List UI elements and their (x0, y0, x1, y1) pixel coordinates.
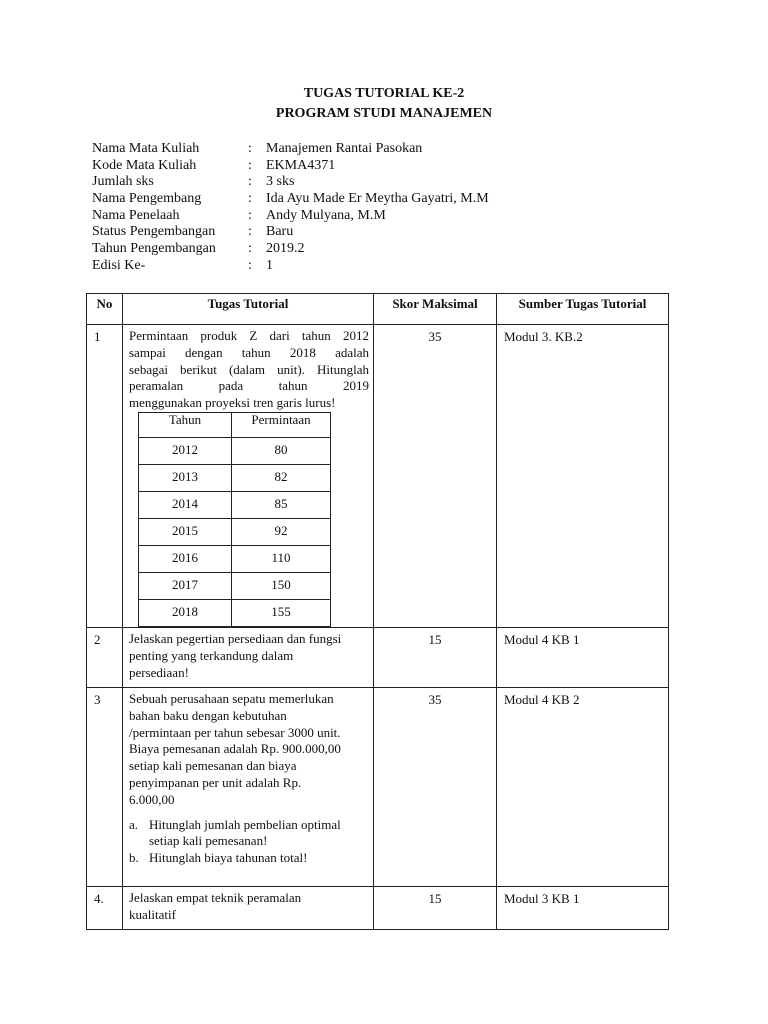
document-title: TUGAS TUTORIAL KE-2 (303, 86, 465, 101)
meta-value: Ida Ayu Made Er Meytha Gayatri, M.M (266, 191, 489, 207)
sub-question (129, 850, 369, 867)
task-line: 6.000,00 (129, 791, 175, 807)
row-number: 2 (87, 627, 123, 687)
meta-value: 2019.2 (266, 241, 305, 257)
task-line: Biaya pemesanan adalah Rp. 900.000,00 (129, 741, 341, 757)
demand-value: 155 (232, 599, 331, 626)
meta-row (92, 241, 592, 258)
meta-colon: : (248, 157, 252, 173)
sub-question-list (129, 817, 369, 867)
meta-label: Nama Pengembang (92, 191, 202, 207)
demand-header-row (139, 412, 331, 437)
demand-value: 110 (232, 545, 331, 572)
meta-value: Manajemen Rantai Pasokan (266, 141, 423, 156)
task-text (129, 631, 369, 681)
meta-colon: : (248, 257, 252, 273)
meta-row (92, 158, 592, 175)
meta-value: Andy Mulyana, M.M (266, 207, 386, 223)
demand-year: 2018 (139, 599, 232, 626)
row-number: 3 (87, 687, 123, 886)
meta-value: 1 (266, 257, 273, 273)
table-row (87, 325, 669, 628)
demand-row (139, 491, 331, 518)
meta-row (92, 174, 592, 191)
task-cell (123, 886, 374, 929)
meta-colon: : (248, 174, 252, 190)
meta-colon: : (248, 191, 252, 207)
task-source: Modul 4 KB 1 (497, 627, 669, 687)
max-score: 35 (374, 325, 497, 628)
meta-label: Edisi Ke- (92, 257, 146, 273)
column-header-score: Skor Maksimal (374, 294, 497, 325)
task-line: kualitatif (129, 906, 176, 922)
task-line: sampai dengan tahun 2018 adalah (129, 344, 369, 360)
task-source: Modul 4 KB 2 (497, 687, 669, 886)
sub-question-marker: a. (129, 816, 139, 832)
sub-question-line: setiap kali pemesanan! (149, 833, 268, 849)
task-line: peramalan pada tahun 2019 (129, 378, 369, 394)
demand-row (139, 437, 331, 464)
sub-question-line: Hitunglah jumlah pembelian optimal (149, 816, 341, 832)
meta-row (92, 258, 592, 275)
task-line: sebagai berikut (dalam unit). Hitunglah (129, 361, 369, 377)
max-score: 35 (374, 687, 497, 886)
column-header-no: No (87, 294, 123, 325)
task-line: /permintaan per tahun sebesar 3000 unit. (129, 724, 341, 740)
sub-question (129, 817, 369, 851)
task-cell (123, 687, 374, 886)
table-row (87, 687, 669, 886)
row-number: 4. (87, 886, 123, 929)
task-source: Modul 3. KB.2 (497, 325, 669, 628)
demand-row (139, 545, 331, 572)
demand-row (139, 599, 331, 626)
meta-value: EKMA4371 (266, 157, 336, 173)
demand-value: 92 (232, 518, 331, 545)
meta-label: Jumlah sks (92, 174, 154, 190)
tutorial-task-table (86, 293, 669, 930)
task-source: Modul 3 KB 1 (497, 886, 669, 929)
demand-year: 2014 (139, 491, 232, 518)
demand-year: 2016 (139, 545, 232, 572)
column-header-source: Sumber Tugas Tutorial (497, 294, 669, 325)
meta-label: Kode Mata Kuliah (92, 157, 197, 173)
meta-label: Tahun Pengembangan (92, 241, 216, 257)
demand-header-demand: Permintaan (232, 412, 331, 437)
meta-row (92, 224, 592, 241)
demand-year: 2012 (139, 437, 232, 464)
meta-colon: : (248, 241, 252, 257)
course-metadata (92, 141, 592, 275)
meta-label: Nama Mata Kuliah (92, 141, 200, 156)
demand-header-year: Tahun (139, 412, 232, 437)
task-line: Permintaan produk Z dari tahun 2012 (129, 328, 369, 343)
meta-colon: : (248, 207, 252, 223)
max-score: 15 (374, 627, 497, 687)
table-header-row (87, 294, 669, 325)
table-row (87, 627, 669, 687)
task-line: Jelaskan empat teknik peramalan (129, 889, 302, 905)
meta-label: Status Pengembangan (92, 224, 216, 240)
sub-question-marker: b. (129, 850, 139, 866)
demand-table (138, 412, 331, 627)
demand-row (139, 464, 331, 491)
demand-value: 80 (232, 437, 331, 464)
task-text (129, 328, 369, 412)
meta-label: Nama Penelaah (92, 207, 180, 223)
demand-value: 85 (232, 491, 331, 518)
task-cell (123, 627, 374, 687)
task-line: penyimpanan per unit adalah Rp. (129, 774, 302, 790)
meta-value: 3 sks (266, 174, 295, 190)
task-cell (123, 325, 374, 628)
task-text (129, 691, 369, 809)
meta-row (92, 191, 592, 208)
task-line: Jelaskan pegertian persediaan dan fungsi (129, 630, 342, 646)
meta-row (92, 141, 592, 158)
task-line: menggunakan proyeksi tren garis lurus! (129, 395, 336, 411)
task-line: persediaan! (129, 664, 189, 680)
meta-value: Baru (266, 224, 294, 240)
column-header-task: Tugas Tutorial (123, 294, 374, 325)
demand-value: 150 (232, 572, 331, 599)
task-line: penting yang terkandung dalam (129, 647, 294, 663)
row-number: 1 (87, 325, 123, 628)
task-line: bahan baku dengan kebutuhan (129, 707, 287, 723)
document-subtitle: PROGRAM STUDI MANAJEMEN (275, 106, 493, 121)
meta-colon: : (248, 141, 252, 156)
table-row (87, 886, 669, 929)
demand-year: 2015 (139, 518, 232, 545)
meta-row (92, 208, 592, 225)
task-line: Sebuah perusahaan sepatu memerlukan (129, 690, 334, 706)
demand-year: 2017 (139, 572, 232, 599)
task-line: setiap kali pemesanan dan biaya (129, 758, 297, 774)
demand-year: 2013 (139, 464, 232, 491)
sub-question-line: Hitunglah biaya tahunan total! (149, 850, 308, 866)
demand-row (139, 572, 331, 599)
demand-value: 82 (232, 464, 331, 491)
max-score: 15 (374, 886, 497, 929)
task-text (129, 890, 369, 924)
demand-row (139, 518, 331, 545)
meta-colon: : (248, 224, 252, 240)
